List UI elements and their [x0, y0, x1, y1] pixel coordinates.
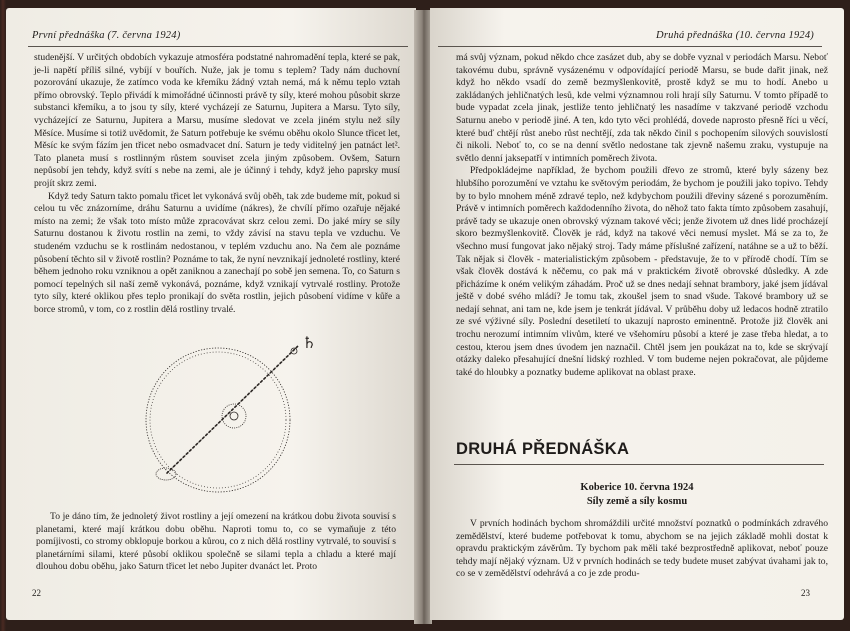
lecture-title: DRUHÁ PŘEDNÁŠKA — [456, 440, 630, 458]
subhead-topic: Síly země a síly kosmu — [586, 496, 688, 507]
paragraph: má svůj význam, pokud někdo chce zasázet dub, aby se dobře vyznal v periodách Marsu. Neboť takovému dubu, správně vysázenému v odpovídající periodě Marsu, se bude dařit jinak, než když ho někdo vsadí do země bezmyšlenkovitě, prostě když se mu to hodí. Anebo u zakládaných jehličnatých lesů, kde velmi významnou roli hrají síly Saturnu. V tomto případě to bude vypadat zcela jinak, jestliže tento jehličnatý les nasadíme v takzvané periodě vzchodu Saturnu anebo v periodě jiné. A ten, kdo tyto věci prohlédá, dovede naprosto přesně říci u věcí, které buď chtějí růst anebo růst nechtějí, zda tak někdo činil s pochopením silových souvislostí či nikoli. Neboť to, co se na denní světlo nedostane tak zjevně našemu zraku, vystupuje na světlo denní jaksepatří v intimních poměrech života. — [456, 52, 828, 164]
right-page-bottom-text — [456, 518, 828, 581]
left-page-bottom-text — [36, 511, 396, 574]
earth-core — [230, 412, 238, 420]
paragraph: Předpokládejme například, že bychom použili dřevo ze stromů, které byly sázeny bez hlubšího porozumění ve vztahu ke světovým periodám, že bychom je použili jako topivo. Tehdy by to bylo mnohem méně zdravé teplo, než kdybychom použili dřeviny sázené s porozuměním. Právě v intimních poměrech každodenního života, do něhož tato fakta tímto způsobem zasahují, právě tady se ukazuje onen obrovský význam takové věci; jenže životem už dnes lidé procházejí skoro bezmyšlenkovitě. Člověk je rád, když na takové věci nemusí myslet. Má se za to, že všechno musí fungovat jako nějaký stroj. Tady máme příslušné zařízení, natáhne se a už to běží. Tak nějak si člověk - materialistickým způsobem - představuje, že to v přírodě chodí. Tím se však člověk dostává k něčemu, co pak má v praktickém životě obrovské důsledky. A zde přicházíme k oném velikým záhadám. Proč už se dnes nedají sehnat brambory, jaké jsem jídával ještě v dobé svého mládí? Je tomu tak, zkoušel jsem to snad všude. Takové brambory už se nedají sehnat, ani tam ne, kde jsem je tenkrát jídával. V průběhu doby už ledacos hodně ztratilo ze své výživné síly. Poslední desetiletí to ukazují naprosto eminentně. Protože již člověk ani trochu nerozumí intimním vlivům, které ve všehomíru působí a které je zase třeba hledat, a to cestou, kterou jsem dnes úvodem jen naznačil. Chtěl jsem jen poukázat na to, kde se skrývají otázky daleko přesahující dnešní lidský rozhled. V tom budeme nejen pokračovat, ale půjdeme také do hloubky a poznatky budeme aplikovat na oblast praxe. — [456, 165, 828, 378]
orbit-circle — [146, 348, 290, 492]
paragraph: Když tedy Saturn takto pomalu třicet let vykonává svůj oběh, tak zde budeme mít, pokud si celou tu věc znázorníme, dráhu Saturnu a uvidíme (nákres), že chvílí přímo ozařuje nějaké místo na zemi; že však toto místo může zpracovávat skrz celou zemi. Do jaké míry se síly Saturnu dostanou k životu rostlin na zemi, to vždy závisí na stavu tepla ve vzduchu. Ve studeném vzduchu se k rostlinám nedostanou, v teplém vzduchu ano. Na čem ale poznáme působení těchto sil v životě rostlin? Poznáme to tak, že nyní nevznikají jednoleté rostliny, které během jednoho roku vzniknou a opět zaniknou a zanechají po sobě jen semena. To, co Saturn s pomocí tepelných sil naší země vykonává, poznáme, když vznikají vytrvalé rostliny. Protože tyto síly, které oklikou přes teplo pronikají do světa rostlin, jejich působení vidíme v kůře a borce stromů, v tom, co z rostlin dělá rostliny trvalé. — [34, 190, 400, 315]
head-rule-left — [28, 46, 408, 47]
left-page — [6, 8, 416, 620]
right-page-top-text — [456, 52, 828, 379]
saturn-orbit-diagram — [126, 324, 326, 504]
paragraph: V prvních hodinách bychom shromáždili určité množství poznatků o podmínkách zdravého zemědělství, které budeme potřebovat k tomu, abychom se na jejich základě mohli dostat k opravdu praktickým závěrům. Ty bychom pak měli také bezprostředně aplikovat, neboť pouze tehdy mají nějaký význam. Už v prvních hodinách se tedy budete muset zabývat úvahami jak to, co se v zemědělství odehrává a co je zde produ- — [456, 518, 828, 580]
ray-line-fine — [166, 346, 298, 474]
head-rule-right — [438, 46, 822, 47]
left-page-top-text — [34, 52, 400, 316]
page-number-right: 23 — [801, 588, 810, 598]
paragraph: To je dáno tím, že jednoletý život rostliny a její omezení na krátkou dobu života souvisí s planetami, které mají krátkou dobu oběhu. Naproti tomu to, co se vymaňuje z této pomíjivosti, co stromy obklopuje borkou a kůrou, co z nich dělá rostliny vytrvalé, to souvisí s planetárními silami, které působí oklikou společně se silami tepla a chladu a které mají dlouhou dobu oběhu, jako Saturn třicet let nebo Jupiter dvanáct let. Proto — [36, 511, 396, 573]
right-page — [430, 8, 844, 620]
orbit-circle-inner — [150, 352, 286, 488]
running-head-left: První přednáška (7. června 1924) — [32, 30, 181, 41]
lecture-rule — [454, 464, 824, 465]
subhead-place-date: Koberice 10. června 1924 — [580, 482, 694, 493]
paragraph: studenější. V určitých obdobích vykazuje atmosféra podstatné nahromadění tepla, které se pak, je-li napětí příliš silné, vybíjí v bouřích. Nuže, jak je tomu s teplem? Tady nám duchovní pozorování ukazuje, že zatímco voda ke křemíku žádný vztah nemá, má k němu teplo vztah přímo obrovský. Teplo přivádí k mimořádné účinnosti právě ty síly, které mohou působit skrze substanci křemíku, a to jsou ty síly, které vycházejí ze Saturnu, Jupitera a Marsu. Tyto síly, vycházející ze Saturnu, Jupitera a Marsu, musíme sledovat ve zcela jiném stylu než síly Měsíce. Musíme si totiž uvědomit, že Saturn potřebuje ke svému oběhu okolo Slunce třicet let, Měsíc ke svým fázím jen třicet nebo osmadvacet dní. Saturn je tedy viditelný jen patnáct let². Tato planeta musí s rostlinným růstem souviset zcela jiným způsobem. Ovšem, Saturn nepůsobí jen tehdy, když svítí s nebe na zemi, ale je účinný i tehdy, když jeho paprsky musí projít skrz zemi. — [34, 52, 400, 189]
running-head-right: Druhá přednáška (10. června 1924) — [656, 30, 814, 41]
page-number-left: 22 — [32, 588, 41, 598]
saturn-icon: ♄ — [302, 333, 317, 352]
